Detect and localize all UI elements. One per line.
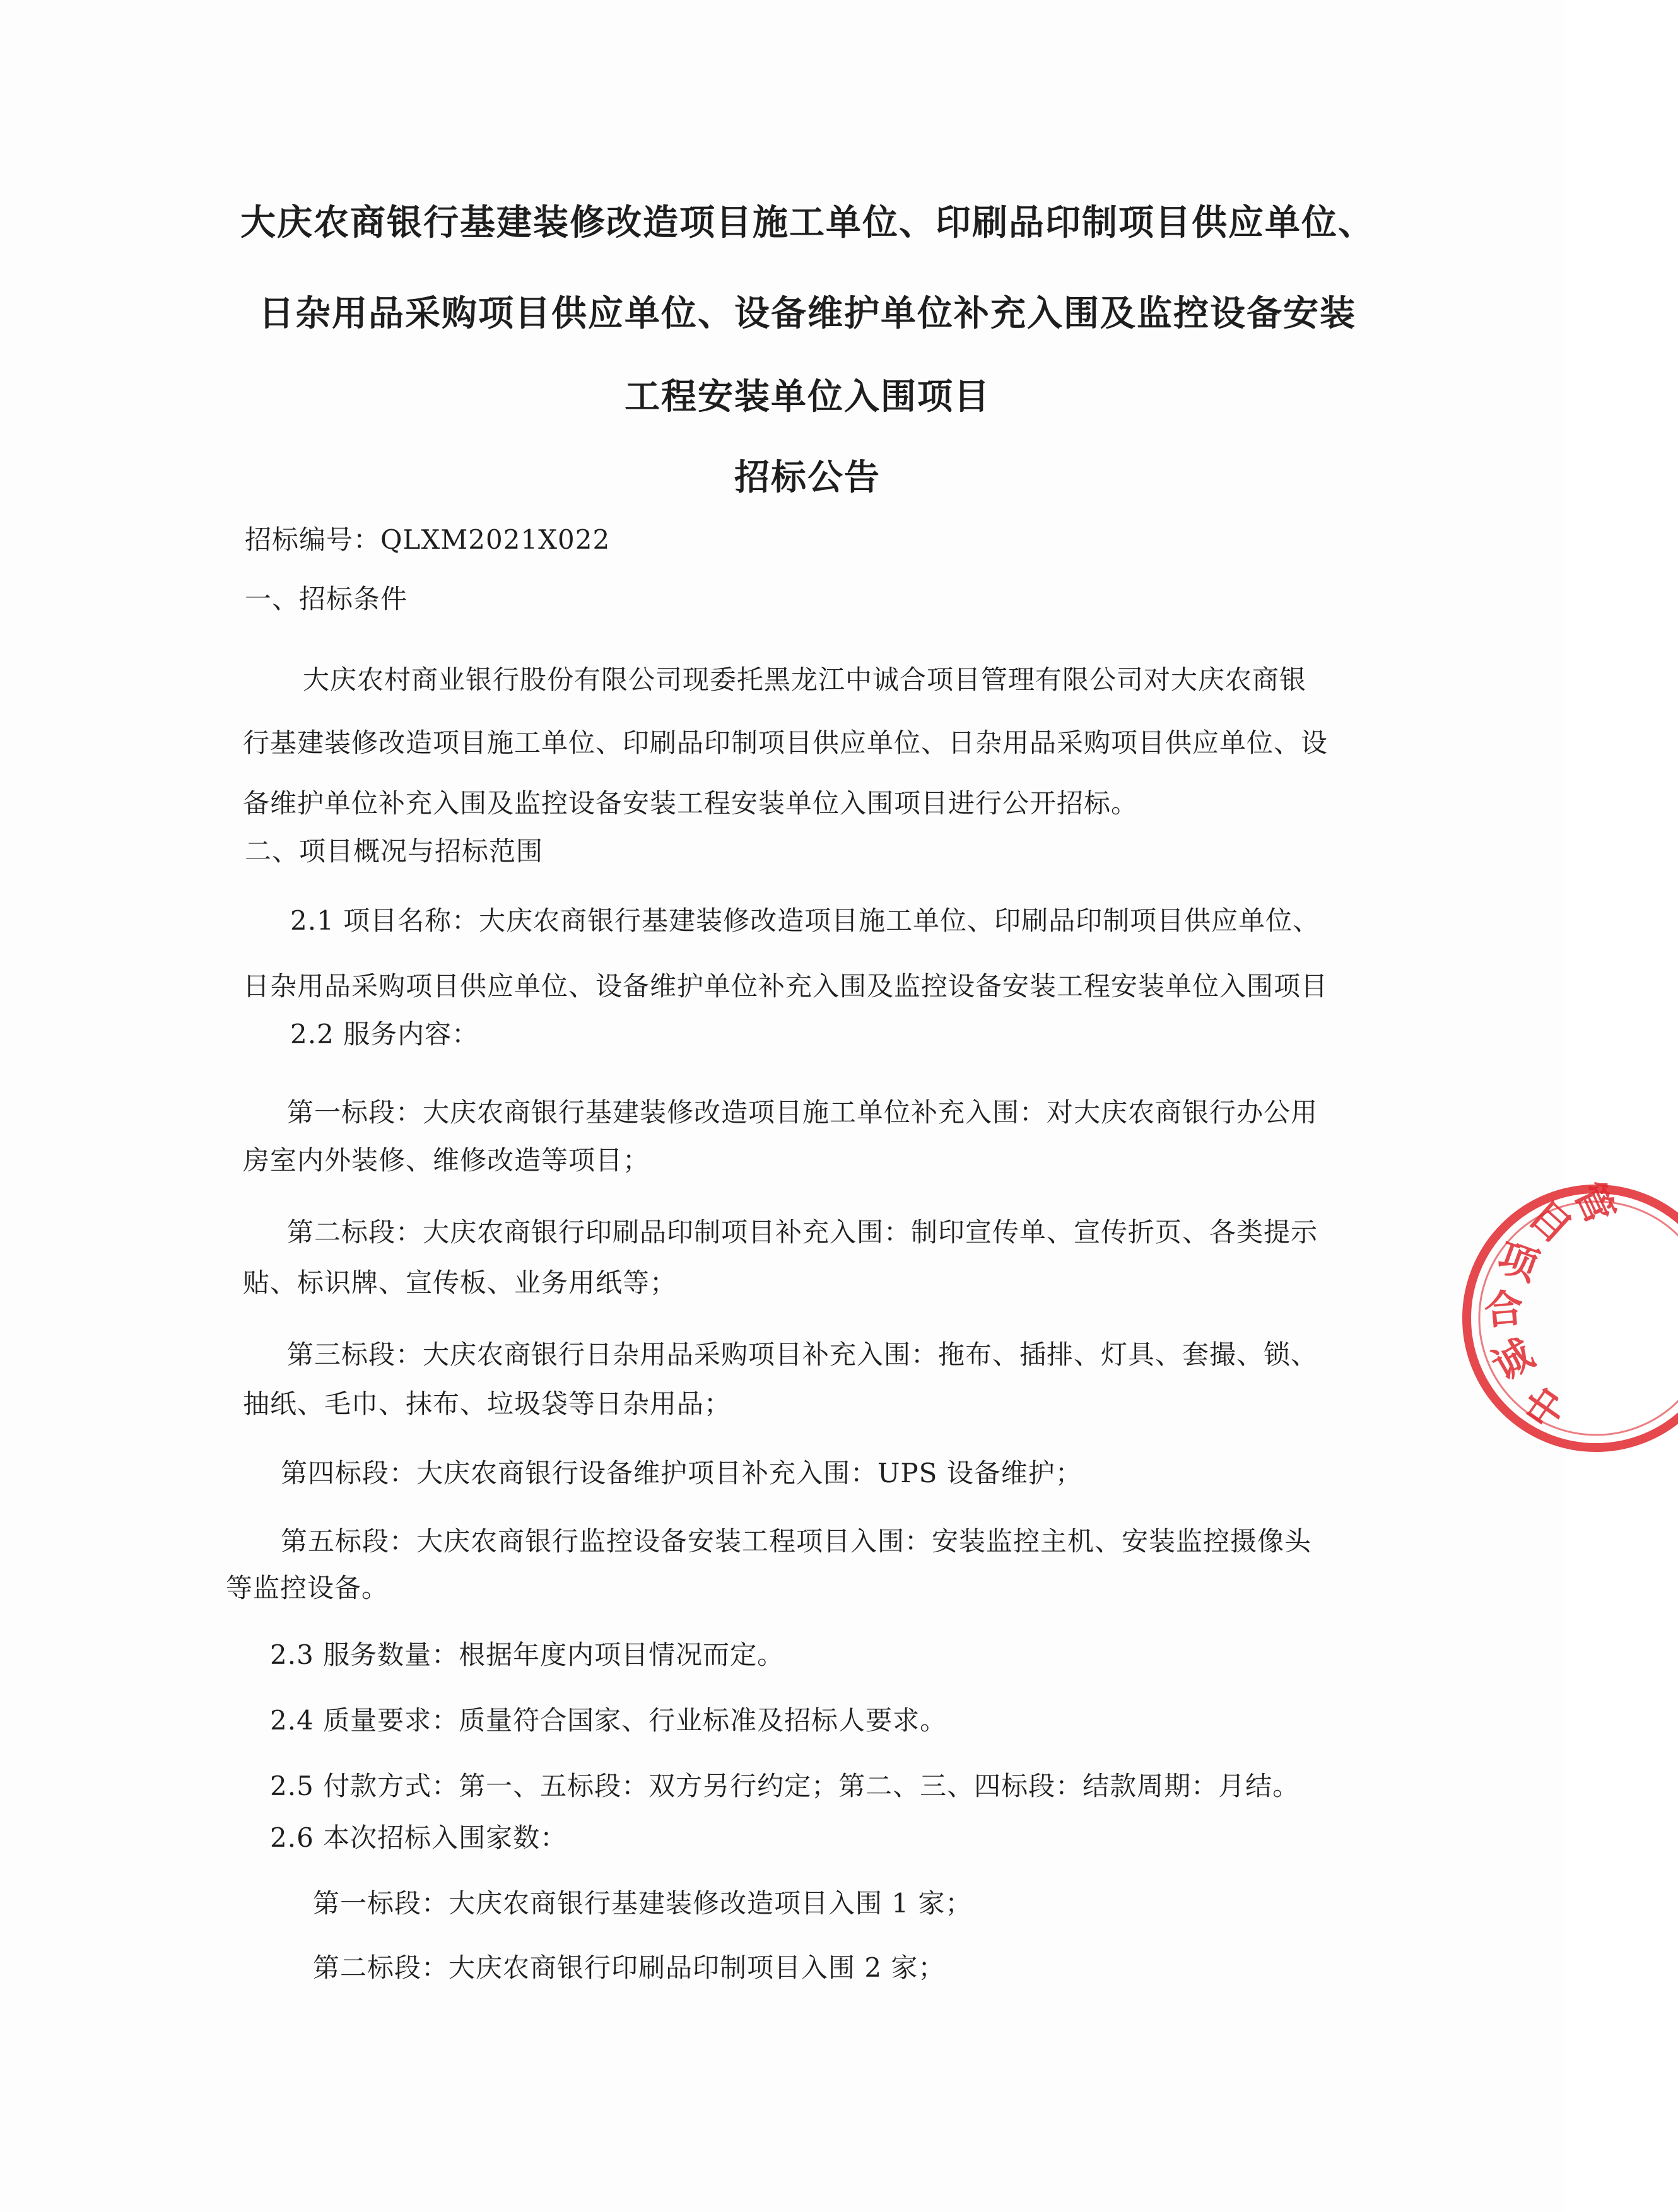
svg-text:管: 管	[1565, 1175, 1624, 1231]
title-line-3: 工程安装单位入围项目	[625, 377, 990, 418]
lot-3-line-2: 抽纸、毛巾、抹布、垃圾袋等日杂用品；	[243, 1388, 732, 1419]
section-1-heading: 一、招标条件	[245, 583, 408, 614]
bid-number: 招标编号：QLXM2021X022	[245, 524, 611, 555]
section-1-para-line-1: 大庆农村商业银行股份有限公司现委托黑龙江中诚合项目管理有限公司对大庆农商银	[303, 664, 1307, 695]
section-1-para-line-3: 备维护单位补充入围及监控设备安装工程安装单位入围项目进行公开招标。	[243, 788, 1139, 819]
item-2-4: 2.4 质量要求：质量符合国家、行业标准及招标人要求。	[270, 1705, 948, 1736]
item-2-2: 2.2 服务内容：	[290, 1019, 479, 1050]
notice-title: 招标公告	[734, 457, 881, 498]
title-line-2: 日杂用品采购项目供应单位、设备维护单位补充入围及监控设备安装	[259, 293, 1356, 334]
lot-2-line-1: 第二标段：大庆农商银行印刷品印制项目补充入围：制印宣传单、宣传折页、各类提示	[287, 1217, 1318, 1248]
section-1-para-line-2: 行基建装修改造项目施工单位、印刷品印制项目供应单位、日杂用品采购项目供应单位、设	[243, 727, 1329, 758]
lot-3-line-1: 第三标段：大庆农商银行日杂用品采购项目补充入围：拖布、插排、灯具、套撮、锁、	[287, 1339, 1318, 1370]
company-seal-icon	[1451, 1167, 1678, 1470]
lot-4: 第四标段：大庆农商银行设备维护项目补充入围：UPS 设备维护；	[281, 1458, 1082, 1489]
lot-count-1: 第一标段：大庆农商银行基建装修改造项目入围 1 家；	[313, 1888, 973, 1919]
item-2-5: 2.5 付款方式：第一、五标段：双方另行约定；第二、三、四标段：结款周期：月结。	[270, 1770, 1300, 1801]
lot-count-2: 第二标段：大庆农商银行印刷品印制项目入围 2 家；	[313, 1952, 946, 1983]
svg-text:目: 目	[1520, 1191, 1580, 1252]
title-line-1: 大庆农商银行基建装修改造项目施工单位、印刷品印制项目供应单位、	[240, 202, 1375, 243]
svg-text:合: 合	[1482, 1284, 1526, 1334]
lot-1-line-1: 第一标段：大庆农商银行基建装修改造项目施工单位补充入围：对大庆农商银行办公用	[287, 1097, 1318, 1128]
lot-2-line-2: 贴、标识牌、宣传板、业务用纸等；	[243, 1267, 678, 1298]
lot-5-line-2: 等监控设备。	[226, 1572, 389, 1603]
section-2-heading: 二、项目概况与招标范围	[245, 836, 544, 867]
item-2-3: 2.3 服务数量：根据年度内项目情况而定。	[270, 1639, 785, 1670]
lot-1-line-2: 房室内外装修、维修改造等项目；	[243, 1145, 650, 1176]
lot-5-line-1: 第五标段：大庆农商银行监控设备安装工程项目入围：安装监控主机、安装监控摄像头	[281, 1526, 1312, 1557]
item-2-1-line-1: 2.1 项目名称：大庆农商银行基建装修改造项目施工单位、印刷品印制项目供应单位、	[290, 905, 1320, 936]
svg-text:诚: 诚	[1484, 1330, 1542, 1390]
svg-text:项: 项	[1491, 1233, 1545, 1290]
item-2-1-line-2: 日杂用品采购项目供应单位、设备维护单位补充入围及监控设备安装工程安装单位入围项目	[243, 971, 1329, 1002]
svg-text:中: 中	[1515, 1378, 1576, 1437]
item-2-6: 2.6 本次招标入围家数：	[270, 1822, 568, 1853]
